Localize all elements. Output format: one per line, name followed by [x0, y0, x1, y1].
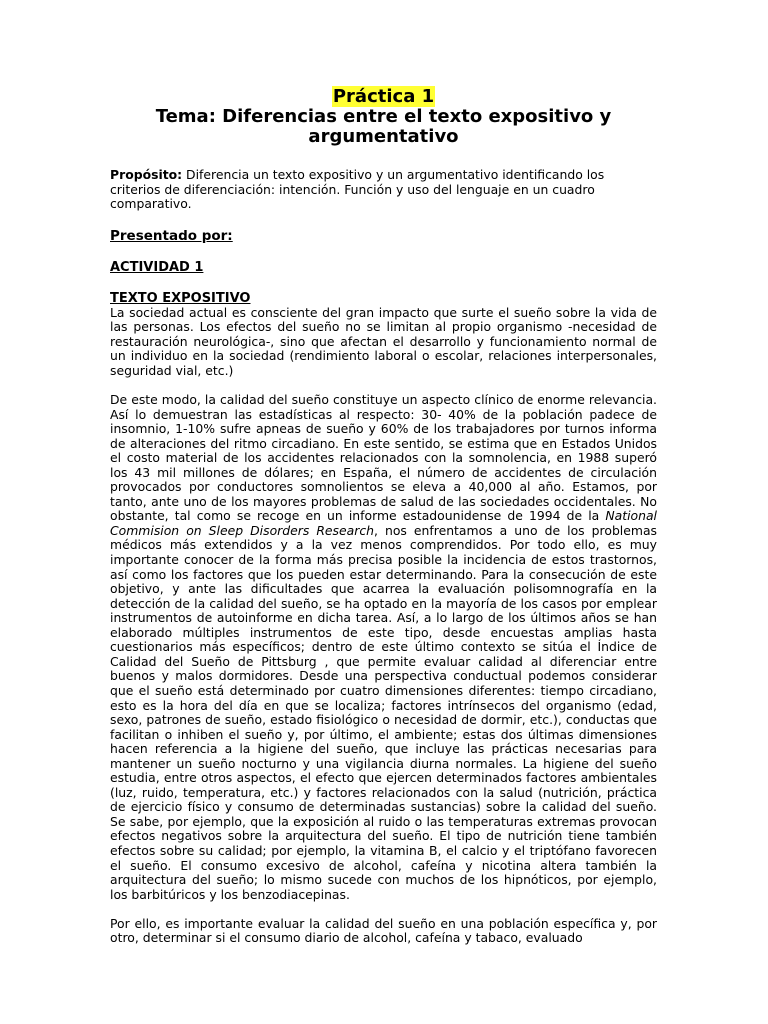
purpose-text: Diferencia un texto expositivo y un argumentativo identificando los criterios de diferenciación: intención. Función y uso del lenguaje en un cuadro comparativo. — [110, 167, 605, 212]
presented-by-heading: Presentado por: — [110, 227, 233, 244]
body-paragraph-3: Por ello, es importante evaluar la calidad del sueño en una población específica y, por otro, determinar si el consumo diario de alcohol, cafeína y tabaco, evaluado — [110, 915, 657, 946]
paragraph-2-text-b: , nos enfrentamos a uno de los problemas médicos más extendidos y a la vez menos comprendidos. Por todo ello, es muy importante conocer de la forma más precisa posible la incidencia de estos trastornos, así como los factores que los pueden estar determinando. Para la consecución de este objetivo, y ante las dificultades que acarrea la evaluación polisomnografía en la detección de la calidad del sueño, se ha optado en la mayoría de los casos por emplear instrumentos de autoinforme en dicha tarea. Así, a lo largo de los últimos años se han elaborado múltiples instrumentos de este tipo, desde encuestas amplias hasta cuestionarios más específicos; dentro de este último contexto se sitúa el Índice de Calidad del Sueño de Pittsburg , que permite evaluar calidad al diferenciar entre buenos y malos dormidores. Desde una perspectiva conductual podemos considerar que el sueño está determinado por cuatro dimensiones diferentes: tiempo circadiano, esto es la hora del día en que se localiza; factores intrínsecos del organismo (edad, sexo, patrones de sueño, estado fisiológico o necesidad de dormir, etc.), conductas que facilitan o inhiben el sueño y, por último, el ambiente; estas dos últimas dimensiones hacen referencia a la higiene del sueño, que incluye las prácticas necesarias para mantener un sueño nocturno y una vigilancia diurna normales. La higiene del sueño estudia, entre otros aspectos, el efecto que ejercen determinados factores ambientales (luz, ruido, temperatura, etc.) y factores relacionados con la salud (nutrición, práctica de ejercicio físico y consumo de determinadas sustancias) sobre la calidad del sueño. Se sabe, por ejemplo, que la exposición al ruido o las temperaturas extremas provocan efectos negativos sobre la arquitectura del sueño. El tipo de nutrición tiene también efectos sobre su calidad; por ejemplo, la vitamina B, el calcio y el triptófano favorecen el sueño. El consumo excesivo de alcohol, cafeína y nicotina altera también la arquitectura del sueño; lo mismo sucede con muchos de los hipnóticos, por ejemplo, los barbitúricos y los benzodiacepinas. — [110, 522, 657, 902]
purpose-label: Propósito: — [110, 167, 183, 182]
page-subtitle: Tema: Diferencias entre el texto expositivo y argumentativo — [155, 106, 612, 147]
report-title-italic: National Commision on Sleep Disorders Research — [110, 508, 657, 538]
body-paragraph-1: La sociedad actual es consciente del gran impacto que surte el sueño sobre la vida de las personas. Los efectos del sueño no se limitan al propio organismo -necesidad de restauración neurológica-, sino que afectan el desarrollo y funcionamiento normal de un individuo en la sociedad (rendimiento laboral o escolar, relaciones interpersonales, seguridad vial, etc.) — [110, 304, 657, 378]
paragraph-2-text-a: De este modo, la calidad del sueño constituye un aspecto clínico de enorme relevancia. Así lo demuestran las estadísticas al respecto: 30- 40% de la población padece de insomnio, 1-10% sufre apneas de sueño y 60% de los trabajadores por turnos informa de alteraciones del ritmo circadiano. En este sentido, se estima que en Estados Unidos el costo material de los accidentes relacionados con la somnolencia, en 1988 superó los 43 mil millones de dólares; en España, el número de accidentes de circulación provocados por conductores somnolientos se eleva a 40,000 al año. Estamos, por tanto, ante uno de los mayores problemas de salud de las sociedades occidentales. No obstante, tal como se recoge en un informe estadounidense de 1994 de la — [110, 392, 657, 524]
section-heading: TEXTO EXPOSITIVO — [110, 290, 251, 306]
purpose-paragraph — [110, 168, 657, 212]
page-title: Práctica 1 — [332, 86, 435, 107]
document-content — [110, 86, 657, 946]
title-block — [110, 86, 657, 107]
activity-heading: ACTIVIDAD 1 — [110, 259, 204, 275]
body-paragraph-2 — [110, 393, 657, 902]
